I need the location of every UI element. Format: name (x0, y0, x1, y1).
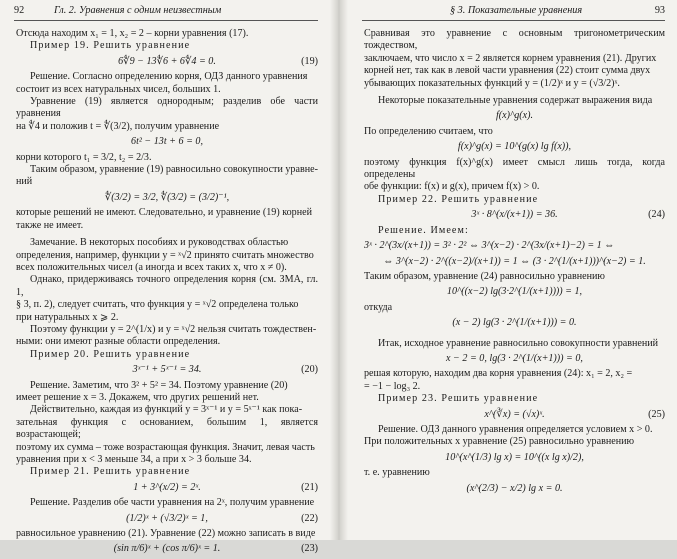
text-line: убывающих показательных функций y = (1/2)ˣ и y = (√3/2)ˣ. (364, 77, 620, 89)
text-line: откуда (364, 301, 393, 313)
equation-body: ∜(3/2) = 3/2, ∜(3/2) = (3/2)⁻¹, (104, 191, 230, 203)
left-page (0, 0, 330, 555)
equation-number: (25) (648, 408, 665, 420)
remark-heading: Замечание. В некоторых пособиях и руководствах областью (30, 237, 289, 249)
text-line: зательная функция с основанием, большим 1, является возрастающей; (16, 416, 318, 441)
equation-power-ten (364, 452, 665, 464)
solution-heading: Решение. Имеем: (378, 224, 469, 236)
text-line: Решение. ОДЗ данного уравнения определяется условием x > 0. (378, 423, 653, 435)
text-line: Таким образом, уравнение (19) равносильно совокупности уравне- (30, 164, 318, 176)
equation-body: x − 2 = 0, lg(3 · 2^(1/(x+1))) = 0, (446, 352, 583, 364)
equation-24 (364, 209, 665, 221)
equation-22 (16, 513, 318, 525)
book-gutter (330, 0, 348, 540)
equation-chain (364, 256, 665, 268)
equation-body: 3ˣ · 8^(x/(x+1)) = 36. (471, 209, 558, 221)
text-line: при натуральных x ⩾ 2. (16, 311, 119, 323)
text-line: Итак, исходное уравнение равносильно совокупности уравнений (378, 337, 659, 349)
text-line: поэтому их сумма – тоже возрастающая функция. Значит, левая часть (16, 441, 315, 453)
text-line: Поэтому функции y = 2^(1/x) и y = ˣ√2 нельзя считать тождествен- (30, 323, 317, 335)
text-line: Действительно, каждая из функций y = 3ˣ⁻¹ и y = 5ˣ⁻¹ как пока- (30, 404, 303, 416)
example-heading: Пример 20. Решить уравнение (30, 348, 191, 360)
text-line: Решение. Согласно определению корня, ОДЗ данного уравнения (30, 71, 308, 83)
text-line: Сравнивая это уравнение с основным тригонометрическим тождеством, (364, 28, 665, 52)
right-page (348, 0, 677, 540)
equation-body: (sin π/6)ˣ + (cos π/6)ˣ = 1. (113, 543, 221, 555)
equation-25 (364, 409, 665, 421)
equation-body: f(x)^g(x). (495, 110, 534, 122)
text-line: равносильное уравнению (21). Уравнение (22) можно записать в виде (16, 528, 316, 540)
text-line: = −1 − log₃ 2. (364, 380, 421, 392)
text-line: которые решений не имеют. Следовательно, и уравнение (19) корней (16, 207, 312, 219)
text-line: Решение. Разделив обе части уравнения на 2ˣ, получим уравнение (30, 497, 315, 509)
left-page-number: 92 (14, 5, 25, 16)
equation-body: (x − 2) lg(3 · 2^(1/(x+1))) = 0. (452, 317, 577, 329)
text-line: имеет решение x = 3. Докажем, что других решений нет. (16, 391, 259, 403)
equation-21 (16, 482, 318, 494)
right-page-header (362, 5, 665, 21)
equation-23 (16, 543, 318, 555)
equation-body: 10^((x−2) lg(3·2^(1/(x+1)))) = 1, (446, 286, 583, 298)
equation-body: (x^(2/3) − x/2) lg x = 0. (466, 482, 563, 494)
equation-body: 3ˣ · 2^(3x/(x+1)) = 3² · 2² ⇔ 3^(x−2) · 2^(3x/(x+1)−2) = 1 ⇔ (364, 240, 615, 252)
equation-number: (23) (301, 543, 318, 555)
text-line: Некоторые показательные уравнения содержат выражения вида (378, 95, 653, 107)
equation-body: x^(∛x) = (√x)ˣ. (484, 408, 545, 420)
equation-system (16, 192, 318, 204)
text-line: определения, например, функции y = ˣ√2 принято считать множество (16, 249, 314, 261)
text-line: § 3, п. 2), следует считать, что функция y = ˣ√2 определена только (16, 299, 299, 311)
text-line: всех положительных чисел (а иногда и всех таких x, что x ≠ 0). (16, 261, 287, 273)
right-page-body (364, 28, 665, 498)
equation-number: (20) (301, 364, 318, 376)
text-line: также не имеет. (16, 219, 84, 231)
equation-body: 1 + 3^(x/2) = 2ˣ. (133, 481, 201, 493)
text-line: Однако, придерживаясь точного определения корня (см. ЗМА, гл. 1, (16, 274, 318, 298)
equation-body: ⇔ 3^(x−2) · 2^((x−2)/(x+1)) = 1 ⇔ (3 · 2^(1/(x+1)))^(x−2) = 1. (383, 255, 646, 267)
example-heading: Пример 19. Решить уравнение (30, 40, 191, 52)
equation-19 (16, 56, 318, 68)
left-running-head: Гл. 2. Уравнения с одним неизвестным (54, 5, 222, 16)
equation-number: (22) (301, 512, 318, 524)
text-line: поэтому функция f(x)^g(x) имеет смысл лишь тогда, когда определены (364, 156, 665, 181)
text-line: По определению считаем, что (364, 125, 493, 137)
text-line: уравнения при x < 3 меньше 34, а при x > 3 больше 34. (16, 454, 252, 465)
equation-final (364, 483, 665, 495)
equation-body: 6t² − 13t + 6 = 0, (131, 136, 203, 148)
equation-20 (16, 364, 318, 376)
equation-body: 3ˣ⁻¹ + 5ˣ⁻¹ = 34. (132, 364, 202, 376)
text-line: ными: они имеют разные области определения. (16, 336, 221, 348)
text-line: Уравнение (19) является однородным; разделив обе части уравнения (16, 96, 318, 120)
example-heading: Пример 23. Решить уравнение (378, 393, 539, 405)
text-line: т. е. уравнению (364, 467, 430, 479)
text-line: решая которую, находим два корня уравнения (24): x₁ = 2, x₂ = (364, 368, 633, 380)
equation-fg (364, 110, 665, 122)
equation-body: f(x)^g(x) = 10^(g(x) lg f(x)), (457, 141, 572, 153)
text-line: заключаем, что число x = 2 является корнем уравнения (21). Других (364, 52, 657, 64)
equation-quadratic (16, 136, 318, 148)
equation-chain (364, 240, 665, 252)
text-line: Решение. Заметим, что 3² + 5² = 34. Поэтому уравнение (20) (30, 379, 288, 391)
text-line: Таким образом, уравнение (24) равносильно уравнению (364, 270, 605, 282)
text-line: корни которого t₁ = 3/2, t₂ = 2/3. (16, 151, 152, 163)
equation-system (364, 353, 665, 365)
text-line: Отсюда находим x₁ = 1, x₂ = 2 – корни уравнения (17). (16, 28, 249, 39)
equation-body: 6∜9 − 13∜6 + 6∜4 = 0. (118, 55, 216, 67)
text-line: ний (16, 176, 33, 188)
left-page-body (16, 28, 318, 559)
equation-body: (1/2)ˣ + (√3/2)ˣ = 1, (126, 512, 208, 524)
equation-log (364, 317, 665, 329)
example-heading: Пример 22. Решить уравнение (378, 193, 539, 205)
left-page-header (14, 5, 318, 21)
equation-definition (364, 141, 665, 153)
example-heading: Пример 21. Решить уравнение (30, 466, 191, 478)
right-page-number: 93 (654, 5, 665, 16)
equation-number: (24) (648, 209, 665, 221)
text-line: состоит из всех натуральных чисел, больших 1. (16, 83, 221, 95)
equation-number: (21) (301, 481, 318, 493)
right-running-head: § 3. Показательные уравнения (450, 5, 583, 16)
text-line: При положительных x уравнение (25) равносильно уравнению (364, 436, 635, 448)
equation-body: 10^(x^(1/3) lg x) = 10^((x lg x)/2), (445, 451, 584, 463)
equation-power-ten (364, 286, 665, 298)
text-line: обе функции: f(x) и g(x), причем f(x) > 0. (364, 181, 540, 193)
text-line: корней нет, так как в левой части уравнения (22) стоит сумма двух (364, 65, 651, 77)
equation-number: (19) (301, 55, 318, 67)
text-line: на ∜4 и положив t = ∜(3/2), получим уравнение (16, 120, 220, 132)
